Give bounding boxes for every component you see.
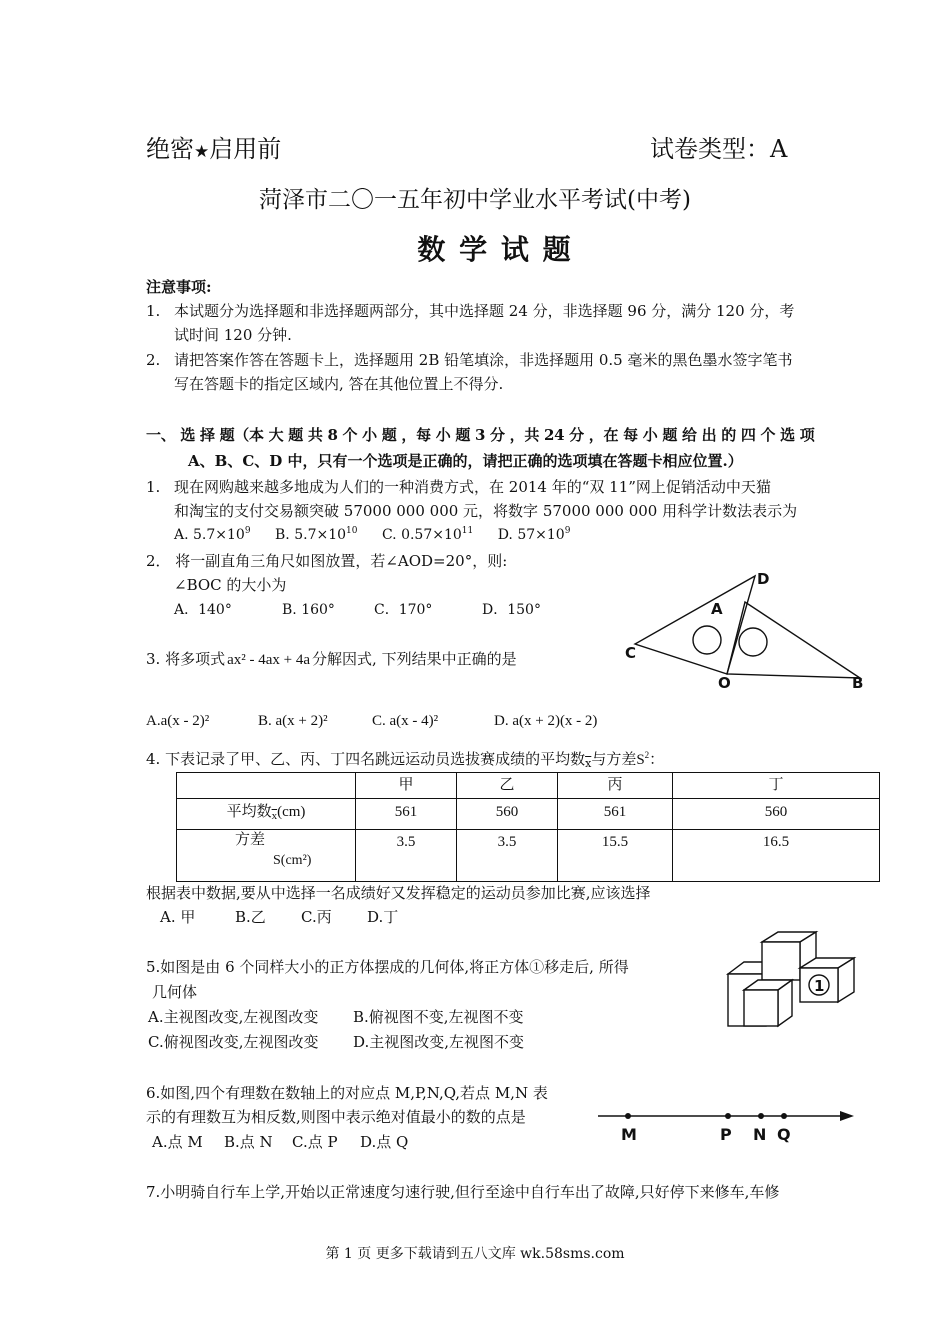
note-1-num: 1. — [146, 302, 161, 320]
table-header-row — [177, 773, 880, 799]
q2-line1: 2． 将一副直角三角尺如图放置，若∠AOD=20°，则: — [146, 552, 508, 570]
table-cell: 16.5 — [673, 830, 880, 882]
q5-option-a: A.主视图改变,左视图改变 — [148, 1008, 319, 1026]
q5-option-b: B.俯视图不变,左视图不变 — [353, 1008, 524, 1026]
paper-type-label: 试卷类型： — [650, 135, 770, 163]
table-row — [177, 830, 880, 882]
scores-table — [176, 772, 880, 882]
q2-option-c: C．170° — [374, 602, 433, 618]
page-footer: 第 1 页 更多下载请到五八文库 wk.58sms.com — [325, 1246, 625, 1262]
xbar-symbol: x — [585, 757, 592, 770]
q5-option-d: D.主视图改变,左视图不变 — [353, 1033, 525, 1051]
note-1-line1: 本试题分为选择题和非选择题两部分，其中选择题 24 分，非选择题 96 分，满分 120 分，考 — [174, 302, 795, 320]
paper-type-value: A — [770, 135, 788, 163]
q2-option-a: A．140° — [174, 602, 232, 618]
q4-option-b: B.乙 — [235, 908, 266, 926]
q1-line1: 现在网购越来越多地成为人们的一种消费方式，在 2014 年的“双 11”网上促销活动中天猫 — [174, 478, 771, 496]
secret-suffix: 启用前 — [209, 135, 282, 163]
q2-option-b: B. 160° — [282, 602, 335, 618]
table-cell: 560 — [673, 799, 880, 830]
q3-stem — [146, 648, 517, 671]
table-cell: 560 — [457, 799, 558, 830]
triangle-rulers-figure — [615, 566, 875, 696]
paper-type — [650, 132, 787, 166]
note-2-line1: 请把答案作答在答题卡上，选择题用 2B 铅笔填涂，非选择题用 0.5 毫米的黑色墨水签字笔书 — [174, 351, 793, 369]
notes-heading: 注意事项: — [146, 278, 212, 296]
table-header: 丁 — [673, 773, 880, 799]
q4-option-d: D.丁 — [367, 908, 399, 926]
axis-label-n: N — [753, 1125, 767, 1144]
q5-line1: 5.如图是由 6 个同样大小的正方体摆成的几何体,将正方体①移走后, 所得 — [146, 958, 629, 976]
axis-label-p: P — [720, 1125, 732, 1144]
q3-prefix: 3. 将多项式 — [146, 650, 226, 668]
number-line-figure — [596, 1104, 860, 1148]
star-icon: ★ — [194, 142, 210, 162]
note-2-line2: 写在答题卡的指定区域内, 答在其他位置上不得分. — [174, 375, 504, 393]
table-cell: 15.5 — [558, 830, 673, 882]
table-header: 乙 — [457, 773, 558, 799]
q3-option-b: B. a(x + 2)² — [258, 713, 328, 729]
q4-question: 根据表中数据,要从中选择一名成绩好又发挥稳定的运动员参加比赛,应该选择 — [146, 884, 651, 902]
section1-line1: 一、 选 择 题（本 大 题 共 8 个 小 题 ，每 小 题 3 分 ，共 24 分 ，在 每 小 题 给 出 的 四 个 选 项 — [146, 426, 815, 444]
table-cell: 3.5 — [457, 830, 558, 882]
point-p — [725, 1113, 731, 1119]
q2-option-d: D．150° — [482, 602, 541, 618]
q2-line2: ∠BOC 的大小为 — [174, 576, 287, 594]
q6-line1: 6.如图,四个有理数在数轴上的对应点 M,P,N,Q,若点 M,N 表 — [146, 1084, 548, 1102]
label-o: O — [718, 674, 731, 692]
q6-option-b: B.点 N — [224, 1133, 273, 1151]
q6-line2: 示的有理数互为相反数,则图中表示绝对值最小的数的点是 — [146, 1108, 526, 1126]
q3-options — [146, 710, 597, 732]
q7-line1: 7.小明骑自行车上学,开始以正常速度匀速行驶,但行至途中自行车出了故障,只好停下来修车,车修 — [146, 1183, 780, 1201]
q5-options-row2 — [148, 1031, 524, 1053]
cube-1-label: 1 — [814, 977, 825, 995]
label-d: D — [757, 570, 770, 588]
axis-label-m: M — [621, 1125, 637, 1144]
q1-line2: 和淘宝的支付交易额突破 57000 000 000 元，将数字 57000 000 000 用科学计数法表示为 — [174, 502, 798, 520]
q3-option-a: A.a(x - 2)² — [146, 713, 210, 729]
table-cell: 3.5 — [356, 830, 457, 882]
q3-option-d: D. a(x + 2)(x - 2) — [494, 713, 598, 729]
q6-option-d: D.点 Q — [360, 1133, 409, 1151]
q3-expr: ax² - 4ax + 4a — [227, 652, 311, 668]
q1-num: 1. — [146, 478, 161, 496]
axis-label-q: Q — [777, 1125, 791, 1144]
right-triangle-hole — [739, 628, 767, 656]
q1-option-d: D. $57\times 10^9$ — [497, 526, 571, 543]
table-corner — [177, 773, 356, 799]
axis-arrow-icon — [840, 1111, 854, 1121]
q5-line2: 几何体 — [152, 983, 198, 1001]
q4-options — [160, 906, 398, 928]
table-header: 丙 — [558, 773, 673, 799]
label-a: A — [711, 600, 723, 618]
q4-option-c: C.丙 — [301, 908, 332, 926]
label-b: B — [852, 674, 864, 692]
row-label-mean: 平均数$_{\overline{x}}$(cm) — [177, 799, 356, 830]
right-triangle — [727, 602, 860, 678]
q3-suffix: 分解因式, 下列结果中正确的是 — [312, 650, 517, 668]
q5-options-row1 — [148, 1006, 524, 1028]
row-label-variance: 方差 S(cm²) — [177, 830, 356, 882]
q1-options — [174, 524, 570, 546]
q1-option-c: C. $0.57\times 10^{11}$ — [381, 526, 474, 543]
q3-option-c: C. a(x - 4)² — [372, 713, 439, 729]
q6-option-c: C.点 P — [292, 1133, 338, 1151]
q6-option-a: A.点 M — [152, 1133, 203, 1151]
label-c: C — [625, 644, 637, 662]
point-m — [625, 1113, 631, 1119]
secret-prefix: 绝密 — [146, 135, 194, 163]
q4-option-a: A. 甲 — [160, 908, 196, 926]
q6-options — [152, 1131, 408, 1153]
s2-symbol: $S^2$ — [636, 750, 650, 768]
note-1-line2: 试时间 120 分钟. — [174, 326, 292, 344]
secret-label — [146, 132, 281, 169]
point-q — [781, 1113, 787, 1119]
cubes-figure — [722, 928, 872, 1038]
q2-options — [174, 599, 541, 621]
exam-title: 菏泽市二〇一五年初中学业水平考试(中考) — [259, 187, 691, 213]
q1-option-a: A. $5.7\times 10^9$ — [174, 526, 251, 543]
table-cell: 561 — [356, 799, 457, 830]
table-header: 甲 — [356, 773, 457, 799]
point-n — [758, 1113, 764, 1119]
subject-title: 数 学 试 题 — [417, 233, 573, 266]
q1-option-b: B. $5.7\times 10^{10}$ — [275, 526, 358, 543]
left-triangle-hole — [693, 626, 721, 654]
left-triangle — [635, 576, 755, 674]
q4-intro: 4. 下表记录了甲、乙、丙、丁四名跳远运动员选拔赛成绩的平均数$_{\overline{x}}$与方差$S^2$： — [146, 750, 665, 770]
table-row — [177, 799, 880, 830]
section1-line2: A、B、C、D 中，只有一个选项是正确的，请把正确的选项填在答题卡相应位置.） — [188, 452, 743, 470]
table-cell: 561 — [558, 799, 673, 830]
q5-option-c: C.俯视图改变,左视图改变 — [148, 1033, 319, 1051]
note-2-num: 2. — [146, 351, 161, 369]
